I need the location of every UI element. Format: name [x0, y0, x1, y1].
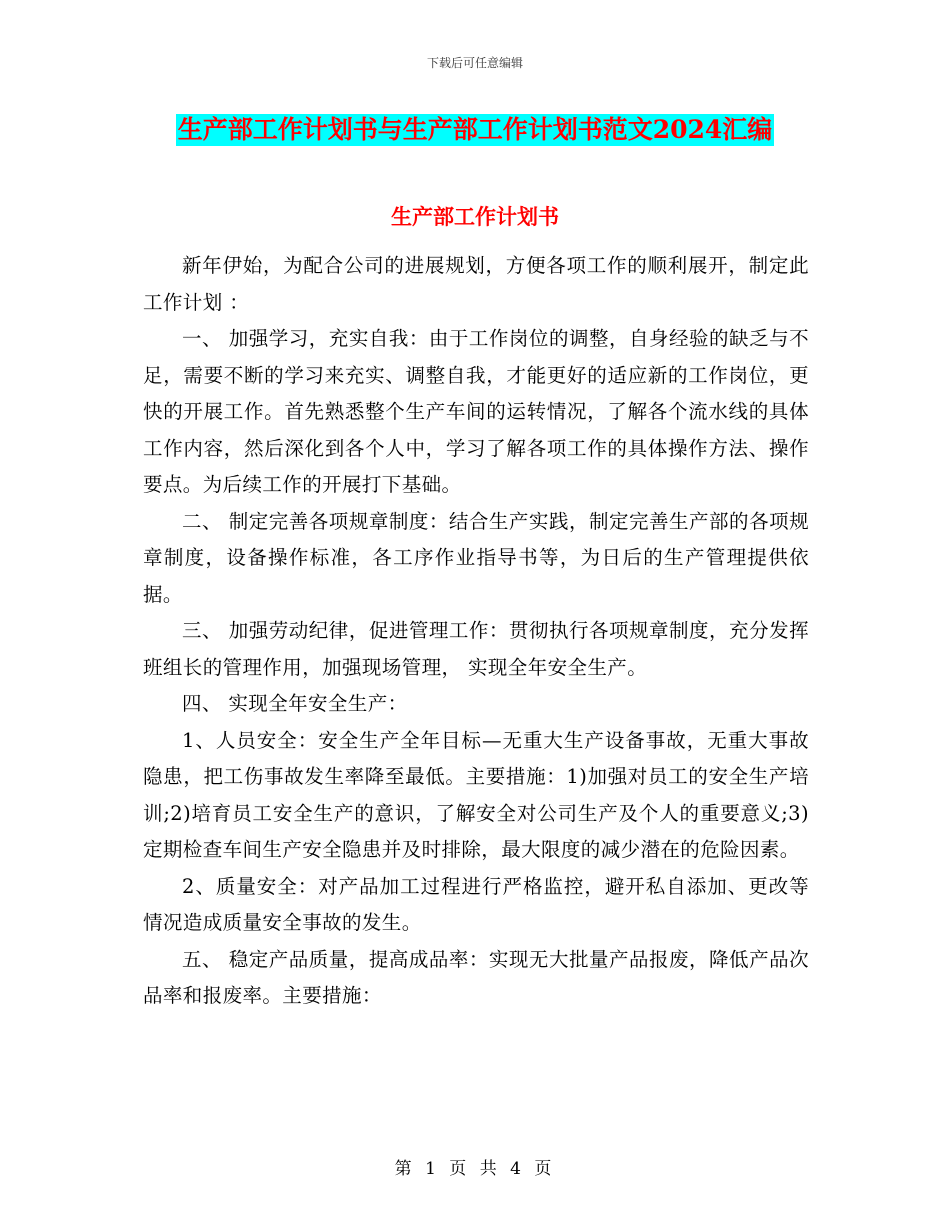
- paragraph-3: 三、 加强劳动纪律，促进管理工作：贯彻执行各项规章制度，充分发挥班组长的管理作用，加强现场管理， 实现全年安全生产。: [143, 619, 809, 679]
- paragraph-2: 二、 制定完善各项规章制度：结合生产实践，制定完善生产部的各项规章制度，设备操作标准，各工序作业指导书等，为日后的生产管理提供依据。: [143, 509, 809, 606]
- paragraph-4-2: 2、质量安全：对产品加工过程进行严格监控，避开私自添加、更改等情况造成质量安全事故的发生。: [143, 874, 809, 934]
- paragraph-5: 五、 稳定产品质量，提高成品率：实现无大批量产品报废，降低产品次品率和报废率。主要措施：: [143, 947, 809, 1007]
- document-body: [143, 248, 809, 1015]
- section-title: 生产部工作计划书: [391, 204, 559, 229]
- header-note: 下载后可任意编辑: [426, 56, 523, 70]
- paragraph-1: 一、 加强学习，充实自我：由于工作岗位的调整，自身经验的缺乏与不足，需要不断的学习来充实、调整自我，才能更好的适应新的工作岗位，更快的开展工作。首先熟悉整个生产车间的运转情况，了解各个流水线的具体工作内容，然后深化到各个人中，学习了解各项工作的具体操作方法、操作要点。为后续工作的开展打下基础。: [143, 327, 809, 496]
- document-title-container: [0, 114, 950, 146]
- paragraph-4: 四、 实现全年安全生产：: [182, 692, 408, 715]
- page-number-footer: 第 1 页 共 4 页: [394, 1159, 556, 1179]
- document-title: 生产部工作计划书与生产部工作计划书范文2024汇编: [177, 115, 773, 144]
- paragraph-4-1: 1、人员安全：安全生产全年目标—无重大生产设备事故，无重大事故隐患，把工伤事故发生率降至最低。主要措施：1)加强对员工的安全生产培训;2)培育员工安全生产的意识，了解安全对公司生产及个人的重要意义;3)定期检查车间生产安全隐患并及时排除，最大限度的减少潜在的危险因素。: [143, 728, 809, 861]
- paragraph-intro: 新年伊始，为配合公司的进展规划，方便各项工作的顺利展开，制定此工作计划 ：: [143, 254, 809, 314]
